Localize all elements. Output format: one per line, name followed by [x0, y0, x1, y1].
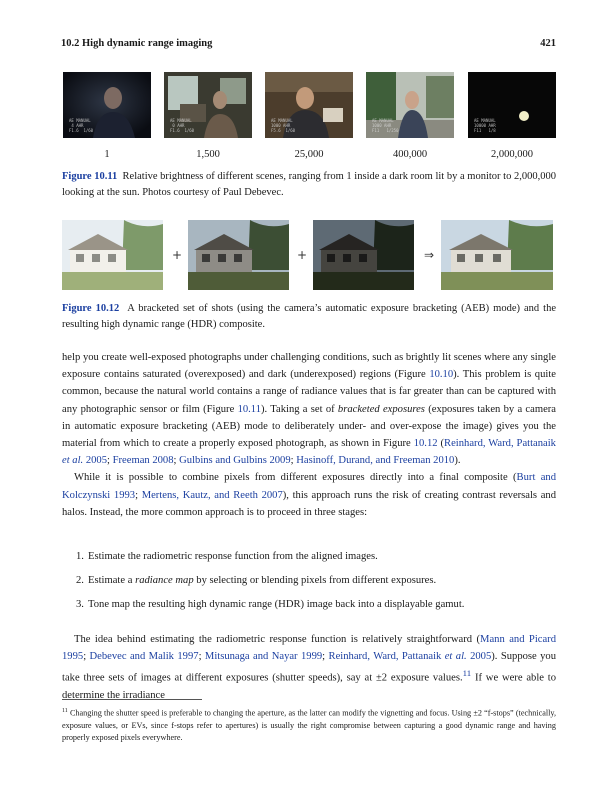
photo-sun [468, 72, 556, 138]
text: ). [454, 455, 461, 467]
footnote-text: Changing the shutter speed is preferable to changing the aperture, as the latter can modify the vignetting and focus. Using ±2 “f-stops” (technically, exposure values, or EVs, since f-stops refer to apertures) is usually the right compromise between capturing a good dynamic range and having properly exposed pixels everywhere. [62, 708, 556, 743]
implies-operator: ⇒ [424, 248, 435, 262]
text: help you create well-exposed photographs under challenging conditions, such as brightly lit scenes where any single exposure contains saturated (overexposed) and dark (underexposed) regions (Figure [62, 352, 556, 381]
emphasis: radiance map [135, 575, 194, 586]
brightness-value: 2,000,000 [491, 149, 533, 160]
figure-10-11-caption [62, 169, 556, 201]
list-text: Estimate the radiometric response function from the aligned images. [88, 551, 378, 562]
house-image [313, 220, 414, 290]
text: ). Taking a set of [261, 403, 338, 415]
list-number: 2. [76, 575, 84, 586]
text: ), this approach runs the risk of creating contrast reversals and halos. Instead, the more common approach is to proceed in three stages: [62, 489, 556, 518]
brightness-value: 25,000 [294, 149, 324, 160]
house-hdr-composite [441, 220, 553, 290]
osd-readout: AE MANUAL 1000 AHR F5.6 1/60 [271, 118, 296, 133]
text: Estimate a [88, 575, 136, 586]
house-exposure-bright [62, 220, 163, 290]
figure-ref-link[interactable]: 10.12 [413, 438, 438, 450]
figure-10-12-photos [62, 220, 555, 292]
text: by selecting or blending pixels from different exposures. [193, 575, 437, 586]
text: (exposures taken by a camera in automatic exposure bracketing (AEB) mode to deliberately under- and over-expose the image) gives you the material from which to create a properly exposed photograph, as shown in Figure [62, 403, 556, 450]
citation-year: 2005 [466, 651, 492, 663]
photo-office [265, 72, 353, 138]
caption-text: Relative brightness of different scenes, ranging from 1 inside a dark room lit by a monitor to 2,000,000 looking at the sun. Photos courtesy of Paul Debevec. [62, 171, 556, 198]
figure-label: Figure 10.11 [62, 171, 118, 182]
brightness-values [63, 149, 556, 163]
citation-etal: et al. [62, 455, 84, 467]
citation-link[interactable]: Mann and Picard 1995 [62, 634, 556, 663]
list-text [88, 573, 534, 589]
osd-readout: AE MANUAL 10000 AHR F11 1/8 [474, 118, 496, 133]
paragraph [62, 631, 556, 704]
photo-room [164, 72, 252, 138]
house-exposure-dark [313, 220, 414, 290]
citation-link[interactable]: Gulbins and Gulbins 2009 [179, 455, 291, 467]
house-image [441, 220, 553, 290]
brightness-value: 1 [104, 149, 110, 160]
citation-link[interactable] [329, 651, 492, 662]
footnote-number: 11 [62, 708, 68, 714]
section-title: 10.2 High dynamic range imaging [61, 38, 213, 49]
house-image [62, 220, 163, 290]
list-number: 3. [76, 599, 84, 610]
footnote [62, 705, 556, 744]
text: ). This problem is quite common, because the natural world contains a range of radiance values that is far greater than can be captured with any photographic sensor or film (Figure [62, 369, 556, 415]
brightness-value: 400,000 [392, 149, 428, 160]
list-text: Tone map the resulting high dynamic range (HDR) image back into a displayable gamut. [88, 599, 465, 610]
separator: ; [198, 651, 205, 663]
citation-link[interactable]: Hasinoff, Durand, and Freeman 2010 [296, 455, 455, 467]
osd-readout: AE MANUAL 4 AHR F1.6 1/60 [69, 118, 94, 133]
figure-10-11-photos [63, 72, 556, 148]
plus-operator: + [172, 248, 183, 262]
emphasis: bracketed exposures [337, 403, 425, 415]
osd-readout: AE MANUAL 0 AHR F1.6 1/60 [170, 118, 195, 133]
separator: ; [107, 455, 113, 467]
citation-link[interactable]: Freeman 2008 [112, 455, 174, 467]
paragraph [62, 349, 556, 469]
separator: ; [322, 651, 329, 663]
photo-dark-room [63, 72, 151, 138]
citation-text: Reinhard, Ward, Pattanaik [328, 651, 445, 663]
house-image [188, 220, 289, 290]
paragraph [62, 469, 556, 521]
figure-10-12-caption [62, 301, 556, 333]
citation-link[interactable]: Mertens, Kautz, and Reeth 2007 [141, 489, 283, 501]
text: If we were able to determine the irradiance [62, 672, 557, 702]
caption-text: A bracketed set of shots (using the camera’s automatic exposure bracketing (AEB) mode) and the resulting high dynamic range (HDR) composite. [62, 303, 557, 330]
citation-link[interactable]: Debevec and Malik 1997 [89, 651, 199, 663]
figure-ref-link[interactable]: 10.10 [429, 369, 454, 381]
photo-outdoor [366, 72, 454, 138]
separator: ; [173, 455, 180, 467]
citation-link[interactable]: Mitsunaga and Nayar 1999 [204, 651, 323, 663]
separator: ; [83, 651, 90, 663]
text: The idea behind estimating the radiometric response function is relatively straightforward ( [74, 634, 481, 645]
citation-etal: et al. [444, 651, 467, 663]
figure-ref-link[interactable]: 10.11 [237, 403, 262, 415]
citation-year: 2005 [83, 455, 108, 467]
brightness-value: 1,500 [196, 149, 220, 160]
list-number: 1. [76, 551, 84, 562]
citation-link[interactable]: Burt and Kolczynski 1993 [62, 472, 556, 501]
house-exposure-medium [188, 220, 289, 290]
footnote-ref[interactable]: 11 [462, 668, 472, 679]
separator: ; [290, 455, 297, 467]
plus-operator: + [297, 248, 308, 262]
separator: ; [135, 489, 142, 501]
page-number: 421 [540, 38, 556, 49]
text: While it is possible to combine pixels from different exposures directly into a final composite ( [74, 472, 517, 484]
osd-readout: AE MANUAL 1000 AHR F11 1/250 [372, 118, 399, 133]
footnote-rule [62, 699, 202, 700]
body-text-continued [62, 631, 556, 704]
figure-label: Figure 10.12 [62, 303, 120, 314]
body-text [62, 349, 556, 521]
citation-text: Reinhard, Ward, Pattanaik [444, 438, 556, 450]
text: ). Suppose you take three sets of images at different exposures (shutter speeds), say at ±2 exposure values. [62, 651, 557, 684]
running-head [61, 38, 556, 52]
text: ( [437, 438, 445, 450]
